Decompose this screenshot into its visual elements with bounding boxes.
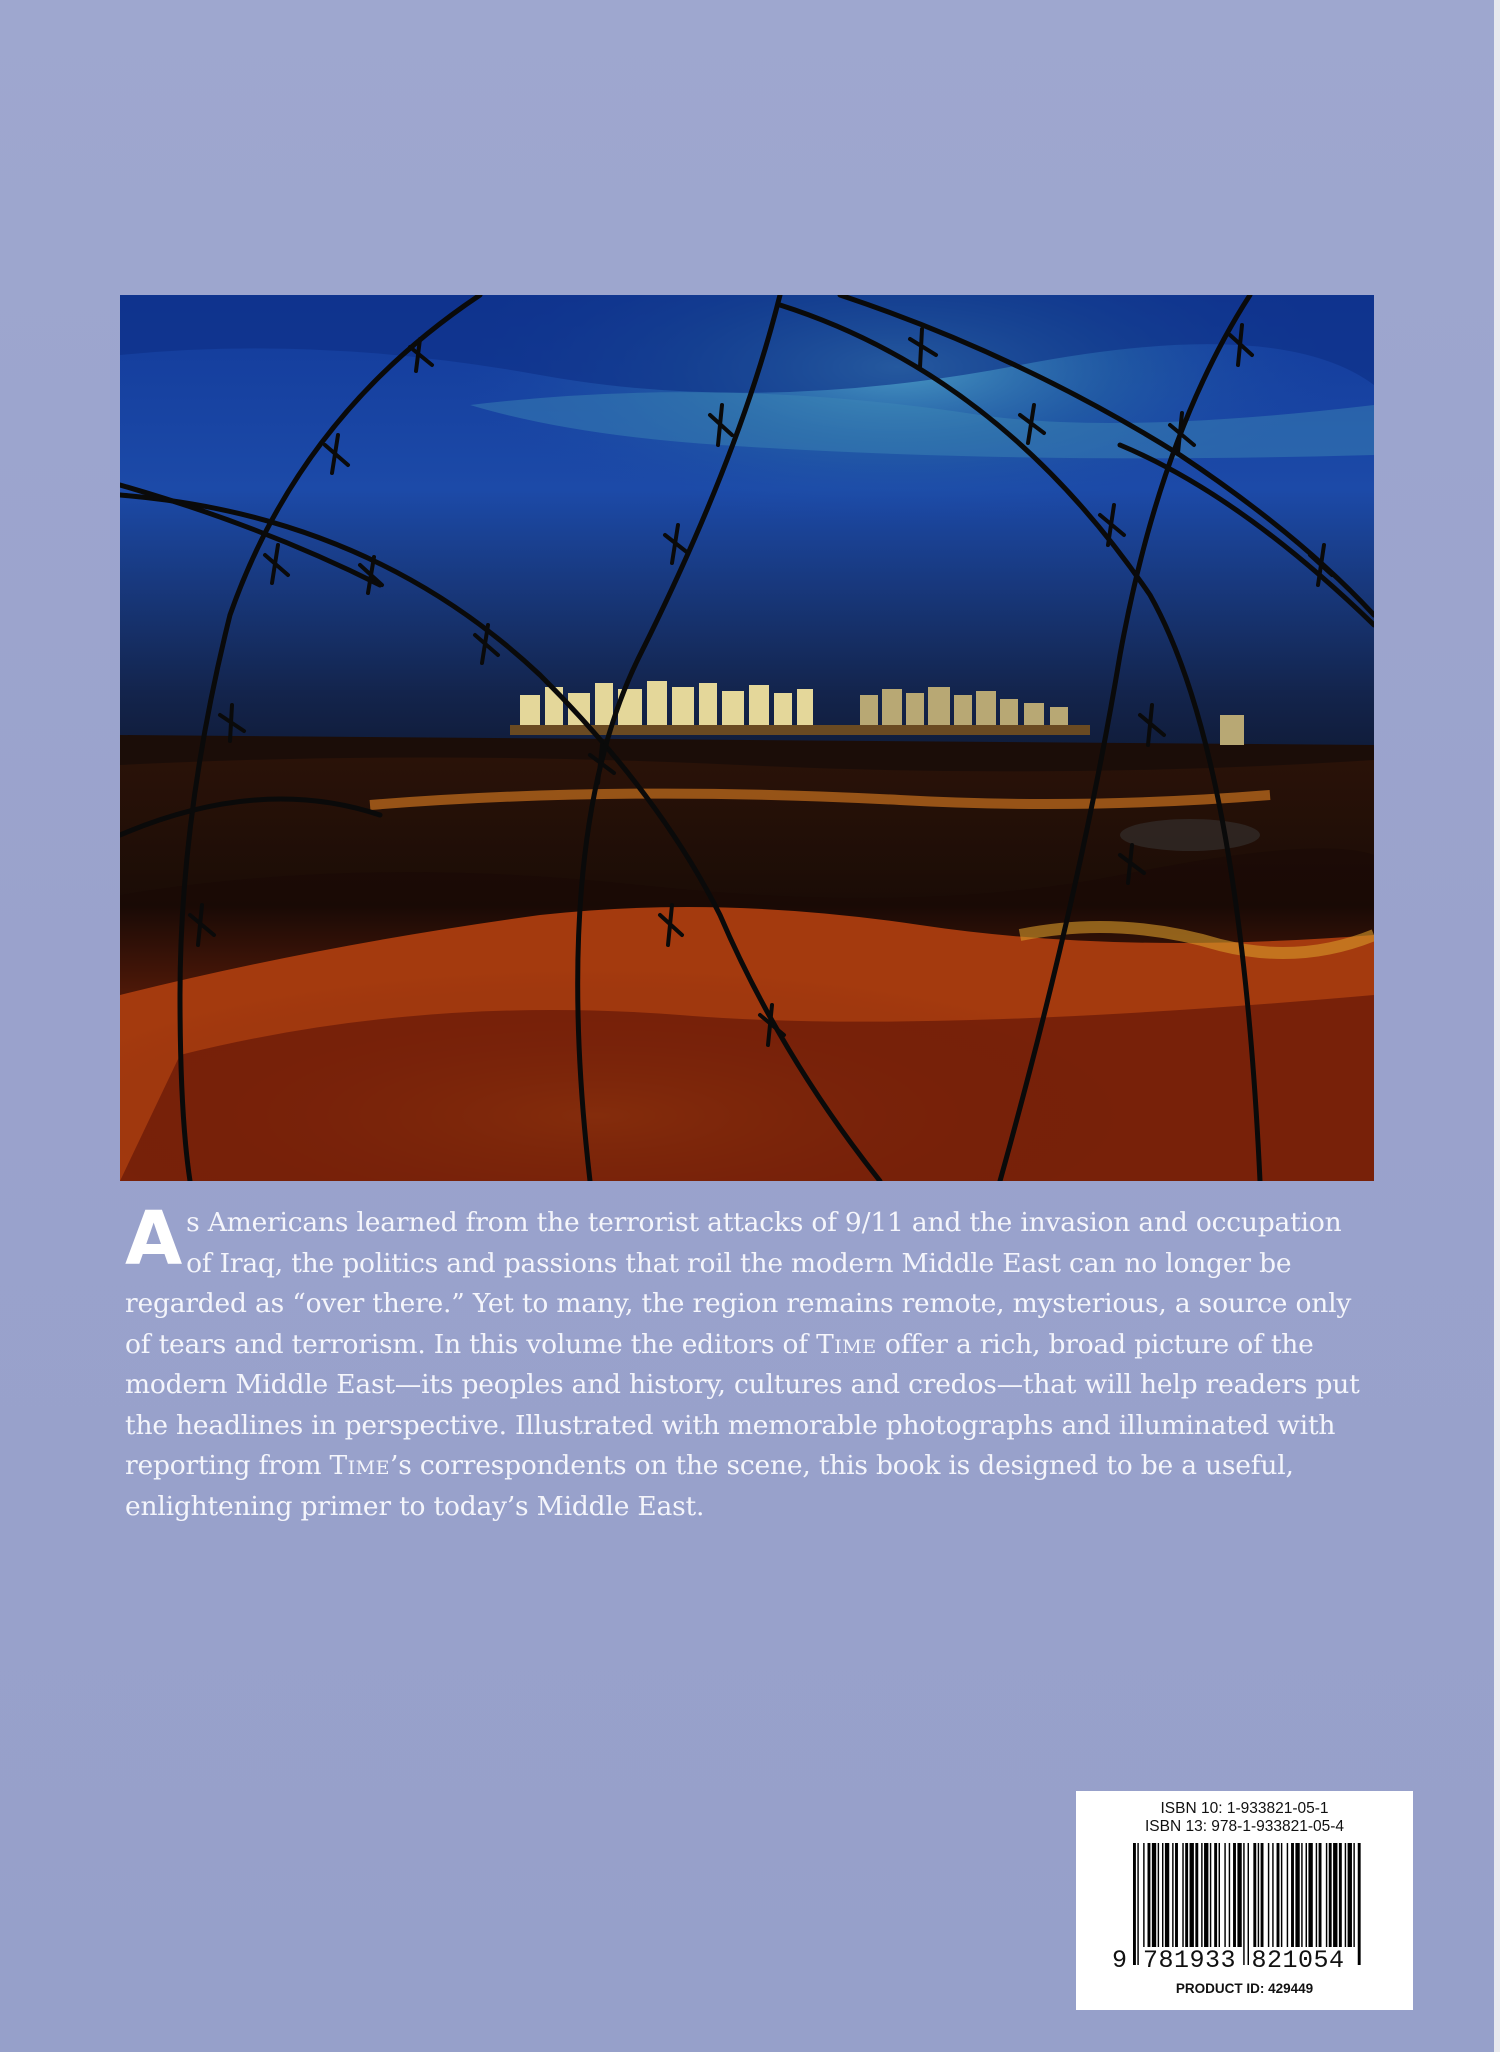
barcode-bar <box>1143 1843 1144 1947</box>
barcode-bar <box>1237 1843 1241 1947</box>
barcode-bar <box>1165 1843 1169 1947</box>
barcode-bar <box>1333 1843 1337 1947</box>
barcode-bar <box>1353 1843 1354 1947</box>
cover-edge <box>1494 0 1500 2052</box>
blurb-text-part3: ’s correspondents on the scene, this book is designed to be a useful, enlightening primer to today’s Middle East. <box>125 1450 1294 1522</box>
back-cover-blurb <box>125 1196 1365 1527</box>
barcode-bar <box>1308 1843 1312 1947</box>
barcode-bar <box>1301 1843 1302 1947</box>
barcode-bar <box>1319 1843 1322 1947</box>
barcode-bar <box>1258 1843 1259 1947</box>
barcode-bar <box>1162 1843 1163 1947</box>
barcode-bar <box>1277 1843 1280 1947</box>
barcode-bar <box>1345 1843 1346 1947</box>
barcode-bar <box>1185 1843 1188 1947</box>
barcode-bar <box>1261 1843 1264 1947</box>
barcode-bar <box>1195 1843 1198 1947</box>
isbn-13: ISBN 13: 978-1-933821-05-4 <box>1144 1818 1345 1835</box>
barcode-bar <box>1272 1843 1273 1947</box>
barcode-bar <box>1148 1843 1151 1947</box>
barcode-bar <box>1348 1843 1352 1947</box>
barcode-bar <box>1158 1843 1159 1947</box>
brand-time-1: Time <box>816 1328 877 1360</box>
barcode-bar <box>1182 1843 1183 1947</box>
brand-time-2: Time <box>329 1450 391 1481</box>
blurb-text-part2: offer a rich, broad picture of the modern Middle East—its peoples and history, cultures and credos—that will help readers put the headlines in perspective. Illustrated with memorable photographs and illuminated with reporting from <box>125 1328 1360 1481</box>
barcode-bar <box>1316 1843 1317 1947</box>
barcode-bar <box>1253 1843 1256 1947</box>
barcode-bar <box>1233 1843 1236 1947</box>
product-id: PRODUCT ID: 429449 <box>1175 1981 1314 1996</box>
barcode-bar <box>1152 1843 1156 1947</box>
barcode-bar <box>1329 1843 1332 1947</box>
barcode-bar <box>1295 1843 1299 1947</box>
barcode-bar <box>1291 1843 1294 1947</box>
drop-cap: A <box>125 1196 183 1282</box>
barcode-bar <box>1190 1843 1194 1947</box>
barcode-bar <box>1219 1843 1220 1947</box>
barcode-bar <box>1175 1843 1178 1947</box>
barcode-bar <box>1229 1843 1230 1947</box>
barcode-bar <box>1287 1843 1288 1947</box>
barcode-bar <box>1204 1843 1208 1947</box>
barcode-bar <box>1339 1843 1342 1947</box>
barcode-bar <box>1224 1843 1225 1947</box>
barcode-bar <box>1326 1843 1327 1947</box>
isbn-10: ISBN 10: 1-933821-05-1 <box>1160 1800 1329 1817</box>
barcode-bar <box>1214 1843 1217 1947</box>
barcode-bar <box>1210 1843 1211 1947</box>
barbed-wire-landscape-photo <box>120 295 1374 1181</box>
barcode-bar <box>1281 1843 1282 1947</box>
barcode-bar <box>1172 1843 1173 1947</box>
barcode-bar <box>1268 1843 1269 1947</box>
barcode-bar <box>1201 1843 1202 1947</box>
barcode-bar <box>1306 1843 1307 1947</box>
barcode-label <box>1076 1791 1413 2010</box>
blurb-text-part1: s Americans learned from the terrorist attacks of 9/11 and the invasion and occupation of Iraq, the politics and passions that roil the modern Middle East can no longer be regarded as “over there.” Yet to many, the region remains remote, mysterious, a source only of tears and terrorism. In this volume the editors of <box>125 1207 1352 1360</box>
barcode-digits: 9 781933 821054 <box>1112 1946 1345 1975</box>
cover-photo <box>120 295 1374 1181</box>
